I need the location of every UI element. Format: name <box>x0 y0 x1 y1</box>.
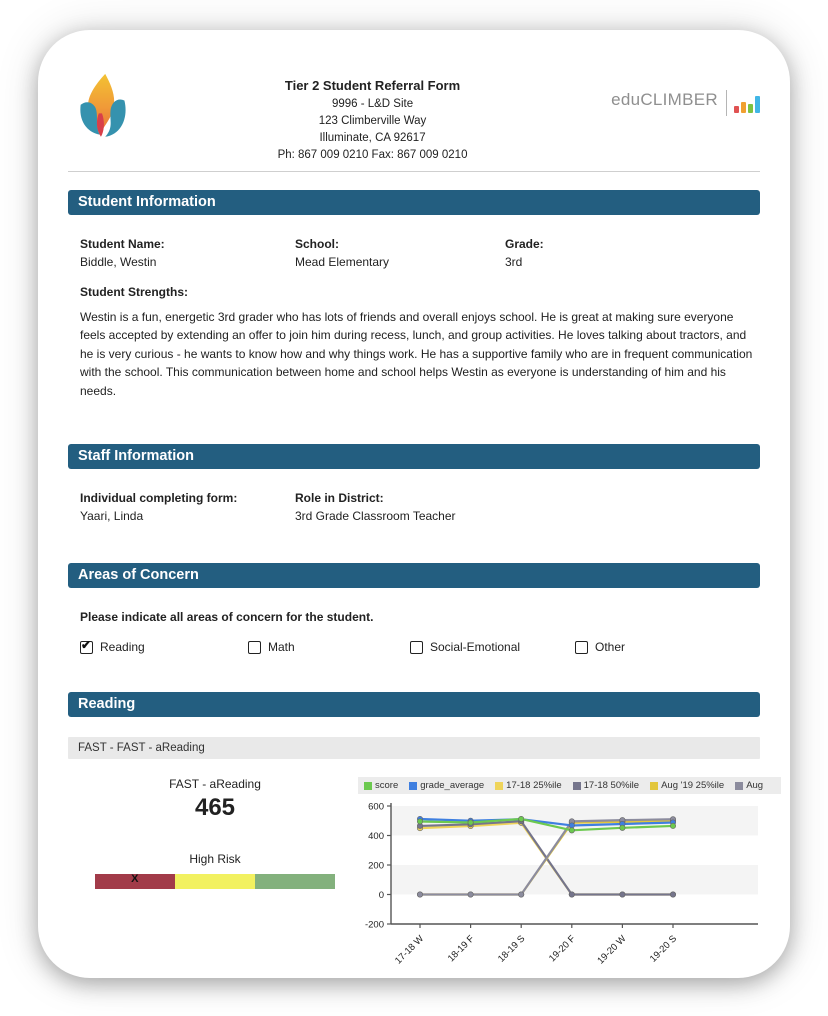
document-header <box>68 72 760 165</box>
educlimber-wordmark: eduCLIMBER <box>611 90 718 109</box>
risk-indicator <box>95 852 335 889</box>
completing-individual-field <box>80 491 295 523</box>
risk-segment-some <box>175 874 255 889</box>
form-title: Tier 2 Student Referral Form <box>284 78 461 93</box>
svg-text:400: 400 <box>368 831 384 843</box>
completing-individual-value: Yaari, Linda <box>80 509 144 524</box>
svg-text:19-20 S: 19-20 S <box>647 933 680 966</box>
staff-fields-row <box>68 491 760 523</box>
section-student-information: Student Information <box>68 190 760 215</box>
concern-prompt: Please indicate all areas of concern for the student. <box>80 610 374 625</box>
student-name-value: Biddle, Westin <box>80 254 157 269</box>
legend-swatch-icon <box>409 782 417 790</box>
section-reading: Reading <box>68 692 760 717</box>
legend-item: Aug '19 25%ile <box>650 780 724 791</box>
svg-text:200: 200 <box>368 860 384 872</box>
grade-field <box>505 237 760 269</box>
legend-item: grade_average <box>409 780 484 791</box>
legend-item: 17-18 25%ile <box>495 780 561 791</box>
svg-text:18-19 S: 18-19 S <box>496 933 528 966</box>
school-label: School: <box>295 236 339 251</box>
trend-chart <box>358 796 783 966</box>
completing-individual-label: Individual completing form: <box>80 491 238 506</box>
svg-text:19-20 W: 19-20 W <box>595 933 629 967</box>
school-field <box>295 237 505 269</box>
math-checkbox-label: Math <box>268 640 295 655</box>
svg-text:0: 0 <box>378 890 384 902</box>
assessment-title-bar: FAST - FAST - aReading <box>68 737 760 759</box>
student-strengths-text: Westin is a fun, energetic 3rd grader who has lots of friends and overall enjoys school. He is great at making sure everyone feels accepted by extending an offer to join him during recess, lunch, and group activities. He loves talking about tractors, and he is very curious - he wants to know how and why things work. He has a supportive family who are in frequent communication with the school. This communication between home and school helps Westin as everyone is understanding of him and his needs. <box>80 309 753 398</box>
math-checkbox[interactable] <box>248 641 261 654</box>
role-label: Role in District: <box>295 491 384 506</box>
svg-text:-200: -200 <box>364 919 384 931</box>
svg-text:17-18 W: 17-18 W <box>392 933 427 967</box>
educlimber-brand <box>611 90 760 116</box>
legend-swatch-icon <box>364 782 372 790</box>
student-name-field <box>80 237 295 269</box>
concern-option-math[interactable] <box>248 640 410 654</box>
address-line1: 123 Climberville Way <box>318 114 427 127</box>
legend-item: Aug <box>735 780 763 791</box>
brand-divider <box>726 90 727 116</box>
student-strengths-label: Student Strengths: <box>80 284 188 299</box>
phone-fax-line: Ph: 867 009 0210 Fax: 867 009 0210 <box>277 149 468 162</box>
school-value: Mead Elementary <box>295 254 390 269</box>
reading-body <box>68 777 764 971</box>
social-emotional-checkbox[interactable] <box>410 641 423 654</box>
reading-checkbox-label: Reading <box>100 640 145 655</box>
risk-segment-low <box>255 874 335 889</box>
legend-swatch-icon <box>735 782 743 790</box>
concern-option-social-emotional[interactable] <box>410 640 575 654</box>
svg-text:19-20 F: 19-20 F <box>546 933 578 965</box>
reading-checkbox[interactable] <box>80 641 93 654</box>
risk-bar <box>95 874 335 889</box>
district-flame-logo <box>70 72 134 144</box>
svg-text:600: 600 <box>368 801 384 813</box>
student-score-marker: X <box>131 873 139 886</box>
concern-row <box>68 640 760 654</box>
legend-item: 17-18 50%ile <box>573 780 639 791</box>
document-content <box>68 72 764 967</box>
social-emotional-checkbox-label: Social-Emotional <box>430 640 521 655</box>
student-name-label: Student Name: <box>80 236 165 251</box>
header-divider <box>68 171 760 172</box>
student-fields-row <box>68 237 760 269</box>
bar-chart-icon <box>734 90 760 114</box>
header-text-block <box>134 72 611 165</box>
legend-swatch-icon <box>495 782 503 790</box>
concern-option-reading[interactable] <box>80 640 248 654</box>
concern-option-other[interactable] <box>575 640 760 654</box>
role-field <box>295 491 760 523</box>
grade-value: 3rd <box>505 254 523 269</box>
svg-text:18-19 F: 18-19 F <box>445 933 477 965</box>
score-value: 465 <box>194 794 236 822</box>
role-value: 3rd Grade Classroom Teacher <box>295 509 456 524</box>
legend-swatch-icon <box>573 782 581 790</box>
grade-label: Grade: <box>505 236 544 251</box>
section-areas-of-concern: Areas of Concern <box>68 563 760 588</box>
chart-legend <box>358 777 781 794</box>
legend-swatch-icon <box>650 782 658 790</box>
document-page <box>38 30 790 978</box>
other-checkbox-label: Other <box>595 640 626 655</box>
score-label: FAST - aReading <box>169 777 261 792</box>
section-staff-information: Staff Information <box>68 444 760 469</box>
other-checkbox[interactable] <box>575 641 588 654</box>
score-panel <box>95 777 335 971</box>
legend-item: score <box>364 780 398 791</box>
chart-panel <box>358 777 783 971</box>
risk-level-label: High Risk <box>189 852 241 867</box>
address-line2: Illuminate, CA 92617 <box>319 132 426 144</box>
site-name: 9996 - L&D Site <box>331 97 414 110</box>
